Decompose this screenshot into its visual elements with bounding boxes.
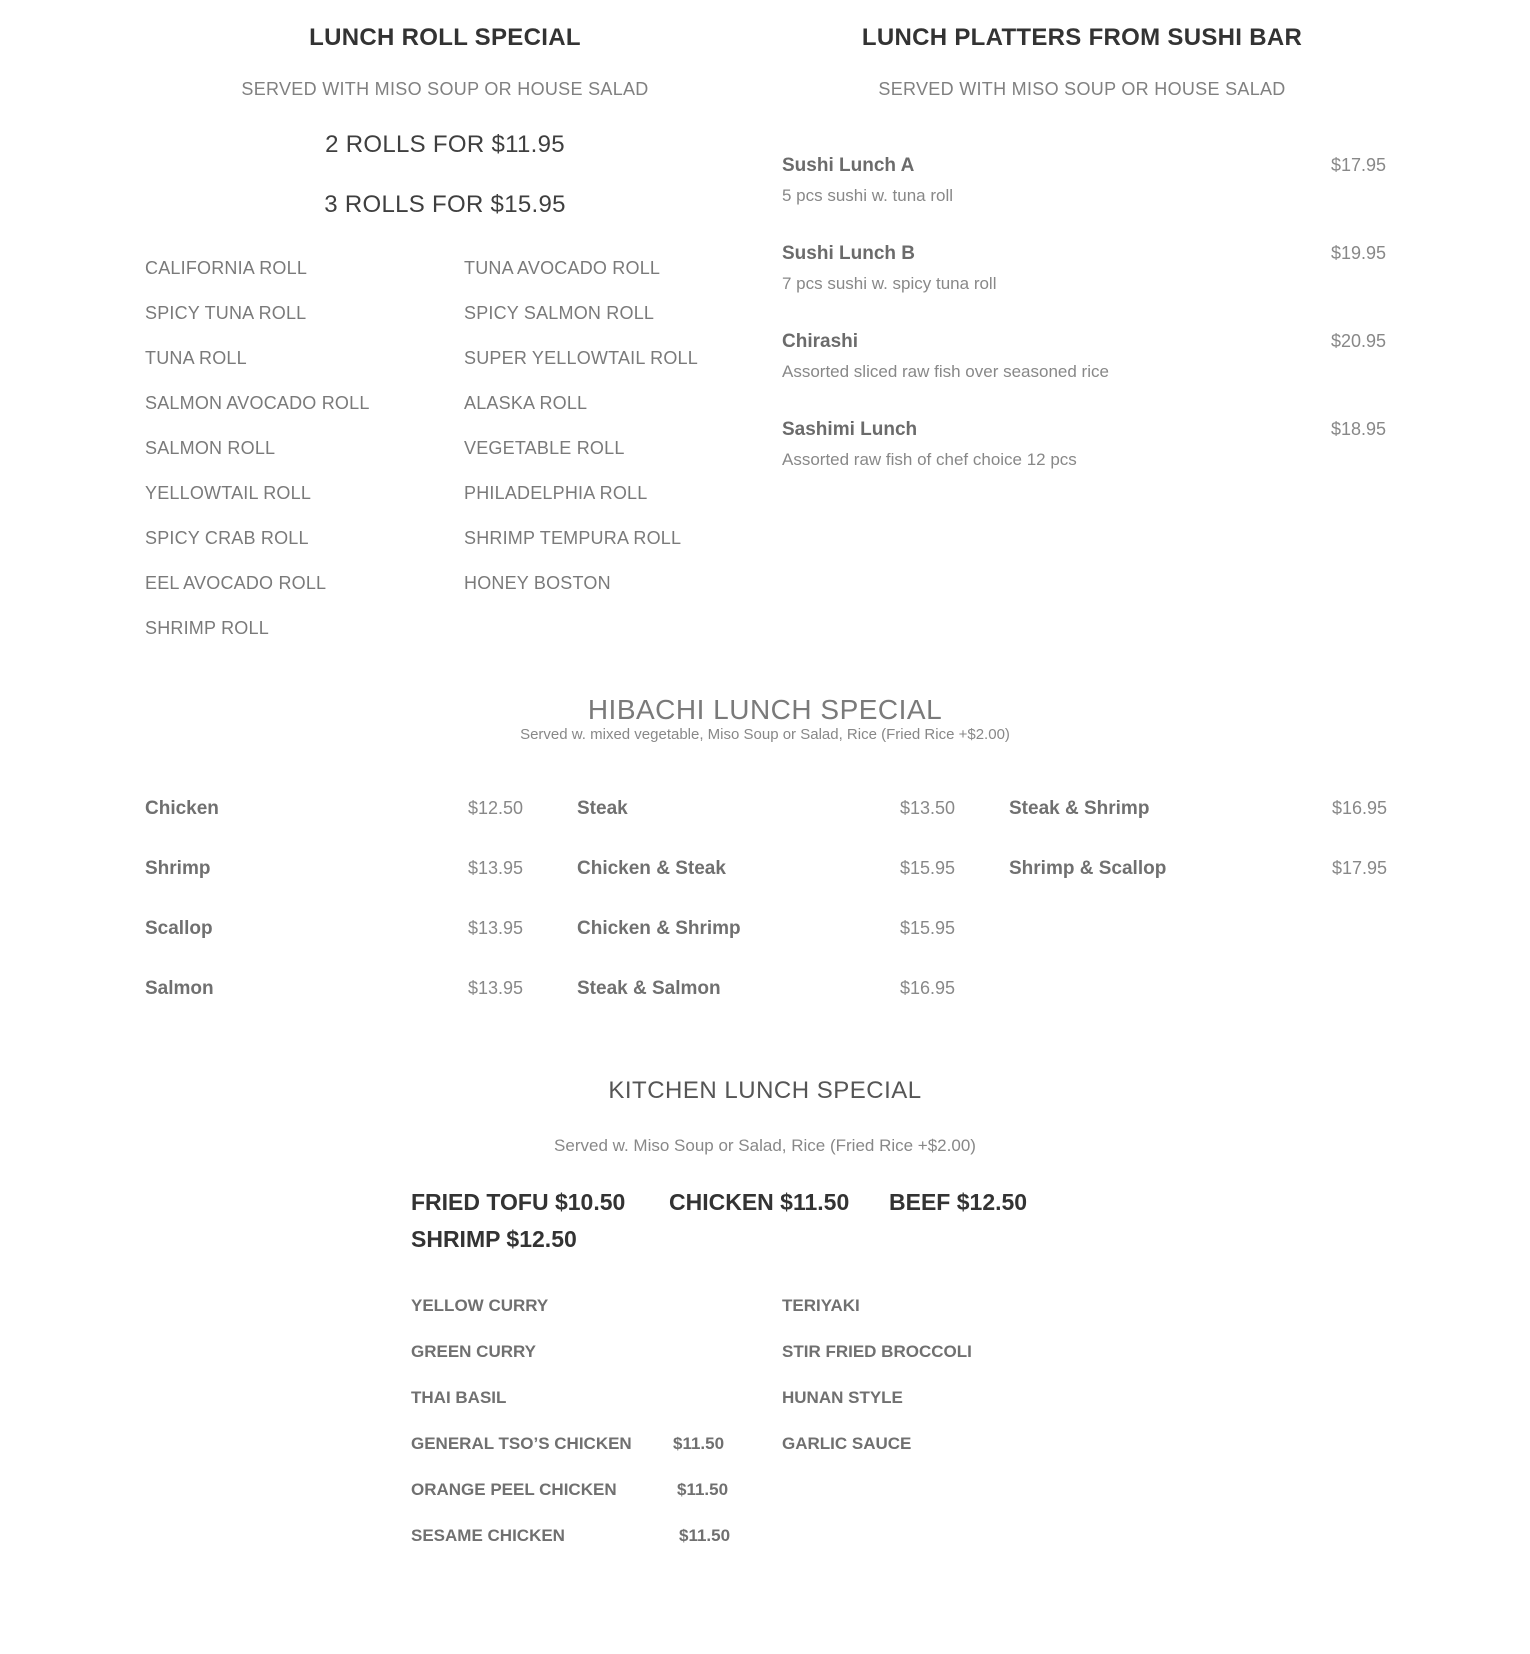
kitchen-list-left [411, 1296, 736, 1572]
hibachi-column-1 [145, 798, 523, 1038]
platter-name: Sashimi Lunch [782, 419, 918, 440]
platter-list [782, 155, 1386, 507]
platter-desc: Assorted raw fish of chef choice 12 pcs [782, 450, 1077, 469]
lunch-roll-subtitle: SERVED WITH MISO SOUP OR HOUSE SALAD [241, 79, 649, 99]
hibachi-item [577, 798, 955, 858]
roll-item: EEL AVOCADO ROLL [145, 573, 327, 593]
roll-item: CALIFORNIA ROLL [145, 258, 308, 278]
roll-item: HONEY BOSTON [464, 573, 611, 593]
kitchen-item [411, 1526, 736, 1572]
roll-item: TUNA AVOCADO ROLL [464, 258, 661, 278]
kitchen-item-name: HUNAN STYLE [782, 1388, 903, 1407]
hibachi-item-price: $16.95 [899, 978, 955, 998]
kitchen-item [411, 1342, 736, 1388]
hibachi-item-price: $16.95 [1331, 798, 1387, 818]
roll-item: SPICY SALMON ROLL [464, 303, 655, 323]
hibachi-item-price: $13.95 [467, 978, 523, 998]
kitchen-list-right [782, 1296, 972, 1480]
hibachi-item-price: $15.95 [899, 918, 955, 938]
platters-subtitle: SERVED WITH MISO SOUP OR HOUSE SALAD [878, 79, 1286, 99]
kitchen-protein: BEEF $12.50 [889, 1189, 1028, 1215]
hibachi-item-price: $13.95 [467, 858, 523, 878]
hibachi-item-price: $15.95 [899, 858, 955, 878]
hibachi-item [145, 798, 523, 858]
hibachi-title: HIBACHI LUNCH SPECIAL [587, 694, 943, 725]
lunch-roll-title: LUNCH ROLL SPECIAL [309, 24, 581, 51]
hibachi-item-name: Salmon [145, 978, 214, 999]
hibachi-item-price: $12.50 [467, 798, 523, 818]
hibachi-item-name: Shrimp [145, 858, 211, 879]
kitchen-item-name: YELLOW CURRY [411, 1296, 549, 1315]
hibachi-item-name: Scallop [145, 918, 213, 939]
kitchen-item-name: GARLIC SAUCE [782, 1434, 912, 1453]
kitchen-protein: CHICKEN $11.50 [669, 1189, 850, 1215]
kitchen-item-price: $11.50 [679, 1526, 731, 1545]
kitchen-item-name: ORANGE PEEL CHICKEN [411, 1480, 617, 1499]
hibachi-column-2 [577, 798, 955, 1038]
kitchen-protein: SHRIMP $12.50 [411, 1226, 577, 1252]
roll-item: ALASKA ROLL [464, 393, 588, 413]
hibachi-item-name: Chicken & Shrimp [577, 918, 741, 939]
kitchen-protein: FRIED TOFU $10.50 [411, 1189, 626, 1215]
hibachi-subtitle: Served w. mixed vegetable, Miso Soup or Salad, Rice (Fried Rice +$2.00) [520, 726, 1010, 743]
platter-price: $20.95 [1330, 331, 1386, 351]
kitchen-title: KITCHEN LUNCH SPECIAL [608, 1077, 922, 1104]
roll-list-left [145, 258, 370, 663]
kitchen-item-name: THAI BASIL [411, 1388, 507, 1407]
roll-list-right [464, 258, 698, 618]
roll-item: SALMON AVOCADO ROLL [145, 393, 370, 413]
platter-name: Sushi Lunch A [782, 155, 915, 176]
hibachi-column-3 [1009, 798, 1387, 918]
roll-item: TUNA ROLL [145, 348, 247, 368]
three-rolls-deal: 3 ROLLS FOR $15.95 [324, 191, 566, 218]
platters-title: LUNCH PLATTERS FROM SUSHI BAR [861, 24, 1303, 51]
roll-item: SPICY CRAB ROLL [145, 528, 309, 548]
hibachi-item-price: $17.95 [1331, 858, 1387, 878]
kitchen-subtitle: Served w. Miso Soup or Salad, Rice (Fried Rice +$2.00) [554, 1136, 976, 1155]
hibachi-item-name: Steak & Salmon [577, 978, 721, 999]
kitchen-item [411, 1434, 736, 1480]
hibachi-item-name: Chicken & Steak [577, 858, 726, 879]
hibachi-item-price: $13.50 [899, 798, 955, 818]
roll-item: SUPER YELLOWTAIL ROLL [464, 348, 698, 368]
hibachi-item-name: Steak [577, 798, 628, 819]
hibachi-item-name: Shrimp & Scallop [1009, 858, 1167, 879]
platter-item [782, 419, 1386, 507]
hibachi-item [577, 858, 955, 918]
roll-item: SPICY TUNA ROLL [145, 303, 307, 323]
hibachi-item [1009, 858, 1387, 918]
hibachi-item [145, 918, 523, 978]
kitchen-item-price: $11.50 [677, 1480, 729, 1499]
hibachi-item-price: $13.95 [467, 918, 523, 938]
platter-price: $19.95 [1330, 243, 1386, 263]
hibachi-item [145, 978, 523, 1038]
platter-name: Chirashi [782, 331, 859, 352]
kitchen-item [411, 1296, 736, 1342]
hibachi-item [1009, 798, 1387, 858]
roll-item: SHRIMP ROLL [145, 618, 269, 638]
platter-item [782, 331, 1386, 419]
kitchen-item-name: SESAME CHICKEN [411, 1526, 565, 1545]
kitchen-item-price: $11.50 [673, 1434, 725, 1453]
hibachi-item [145, 858, 523, 918]
kitchen-item [411, 1480, 736, 1526]
kitchen-item-name: STIR FRIED BROCCOLI [782, 1342, 972, 1361]
roll-item: SALMON ROLL [145, 438, 276, 458]
kitchen-item-name: GREEN CURRY [411, 1342, 536, 1361]
hibachi-item-name: Chicken [145, 798, 219, 819]
roll-item: YELLOWTAIL ROLL [145, 483, 312, 503]
hibachi-item [577, 978, 955, 1038]
platter-desc: 5 pcs sushi w. tuna roll [782, 186, 954, 205]
platter-desc: 7 pcs sushi w. spicy tuna roll [782, 274, 997, 293]
roll-item: SHRIMP TEMPURA ROLL [464, 528, 682, 548]
kitchen-item-name: TERIYAKI [782, 1296, 860, 1315]
hibachi-item [577, 918, 955, 978]
roll-item: VEGETABLE ROLL [464, 438, 625, 458]
kitchen-item-name: GENERAL TSO’S CHICKEN [411, 1434, 632, 1453]
roll-item: PHILADELPHIA ROLL [464, 483, 648, 503]
platter-item [782, 243, 1386, 331]
platter-name: Sushi Lunch B [782, 243, 915, 264]
platter-price: $18.95 [1330, 419, 1386, 439]
platter-desc: Assorted sliced raw fish over seasoned rice [782, 362, 1109, 381]
kitchen-item [411, 1388, 736, 1434]
two-rolls-deal: 2 ROLLS FOR $11.95 [325, 131, 565, 158]
platter-price: $17.95 [1330, 155, 1386, 175]
platter-item [782, 155, 1386, 243]
hibachi-item-name: Steak & Shrimp [1009, 798, 1150, 819]
